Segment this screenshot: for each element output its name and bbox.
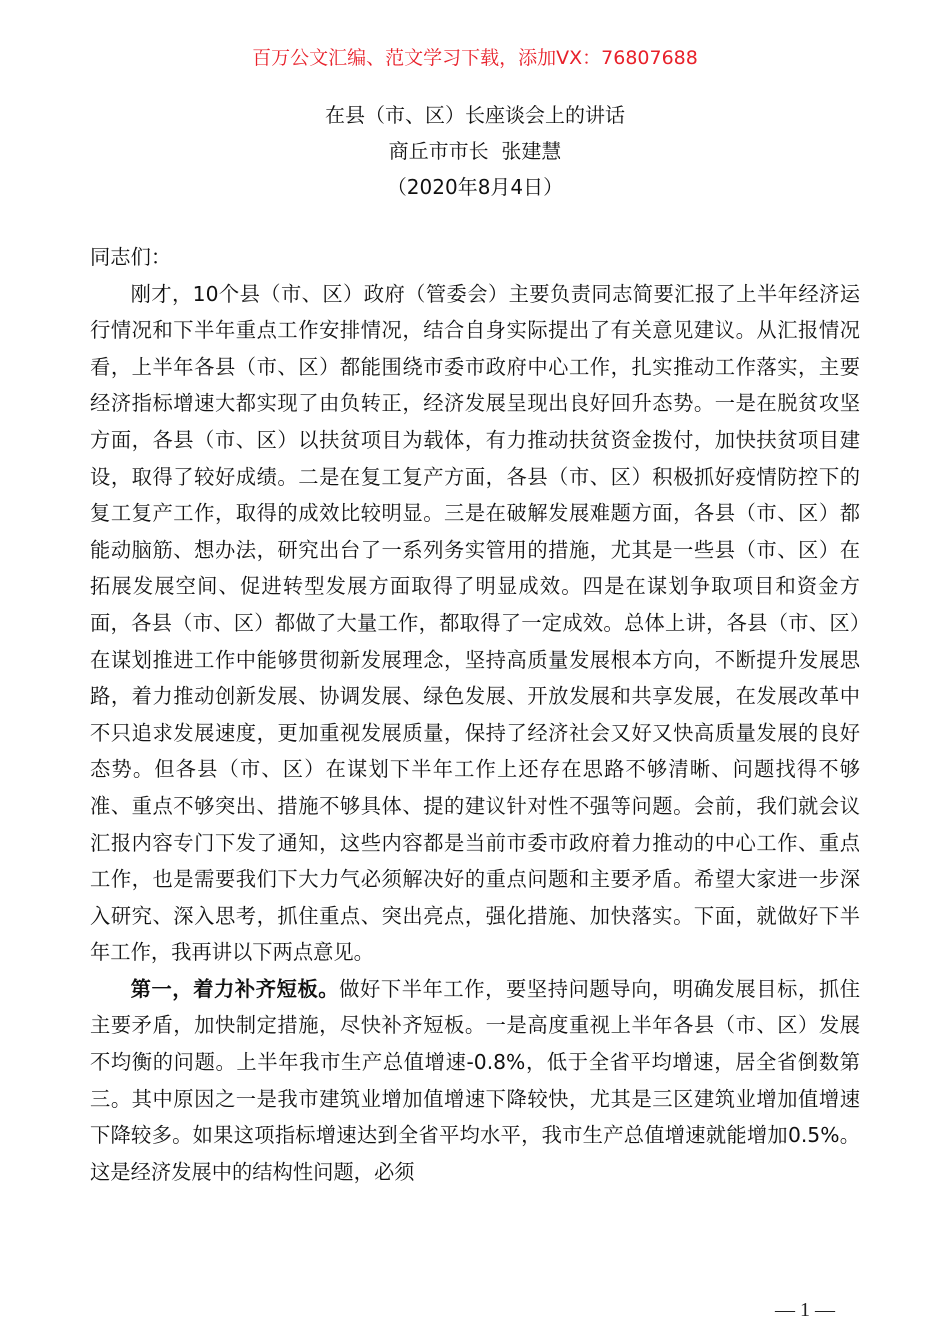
document-header — [0, 97, 950, 205]
document-body — [90, 239, 860, 1190]
paragraph-intro: 刚才，10个县（市、区）政府（管委会）主要负责同志简要汇报了上半年经济运行情况和下半年重点工作安排情况，结合自身实际提出了有关意见建议。从汇报情况看，上半年各县（市、区）都能围绕市委市政府中心工作，扎实推动工作落实，主要经济指标增速大都实现了由负转正，经济发展呈现出良好回升态势。一是在脱贫攻坚方面，各县（市、区）以扶贫项目为载体，有力推动扶贫资金拨付，加快扶贫项目建设，取得了较好成绩。二是在复工复产方面，各县（市、区）积极抓好疫情防控下的复工复产工作，取得的成效比较明显。三是在破解发展难题方面，各县（市、区）都能动脑筋、想办法，研究出台了一系列务实管用的措施，尤其是一些县（市、区）在拓展发展空间、促进转型发展方面取得了明显成效。四是在谋划争取项目和资金方面，各县（市、区）都做了大量工作，都取得了一定成效。总体上讲，各县（市、区）在谋划推进工作中能够贯彻新发展理念，坚持高质量发展根本方向，不断提升发展思路，着力推动创新发展、协调发展、绿色发展、开放发展和共享发展，在发展改革中不只追求发展速度，更加重视发展质量，保持了经济社会又好又快高质量发展的良好态势。但各县（市、区）在谋划下半年工作上还存在思路不够清晰、问题找得不够准、重点不够突出、措施不够具体、提的建议针对性不强等问题。会前，我们就会议汇报内容专门下发了通知，这些内容都是当前市委市政府着力推动的中心工作、重点工作，也是需要我们下大力气必须解决好的重点问题和主要矛盾。希望大家进一步深入研究、深入思考，抓住重点、突出亮点，强化措施、加快落实。下面，就做好下半年工作，我再讲以下两点意见。 — [90, 281, 860, 965]
paragraph-section-1 — [90, 971, 860, 1191]
document-title: 在县（市、区）长座谈会上的讲话 — [325, 103, 625, 127]
document-author: 商丘市市长 张建慧 — [388, 139, 562, 163]
watermark-banner: 百万公文汇编、范文学习下载，添加VX：76807688 — [252, 47, 698, 69]
page-number: — 1 — — [775, 1299, 835, 1321]
document-date: （2020年8月4日） — [386, 175, 564, 199]
section-1-heading: 第一，着力补齐短板。 — [130, 976, 340, 1001]
section-1-text: 做好下半年工作，要坚持问题导向，明确发展目标，抓住主要矛盾，加快制定措施，尽快补齐短板。一是高度重视上半年各县（市、区）发展不均衡的问题。上半年我市生产总值增速-0.8%，低于全省平均增速，居全省倒数第三。其中原因之一是我市建筑业增加值增速下降较快，尤其是三区建筑业增加值增速下降较多。如果这项指标增速达到全省平均水平，我市生产总值增速就能增加0.5%。这是经济发展中的结构性问题，必须 — [90, 976, 860, 1184]
salutation: 同志们： — [90, 245, 172, 269]
